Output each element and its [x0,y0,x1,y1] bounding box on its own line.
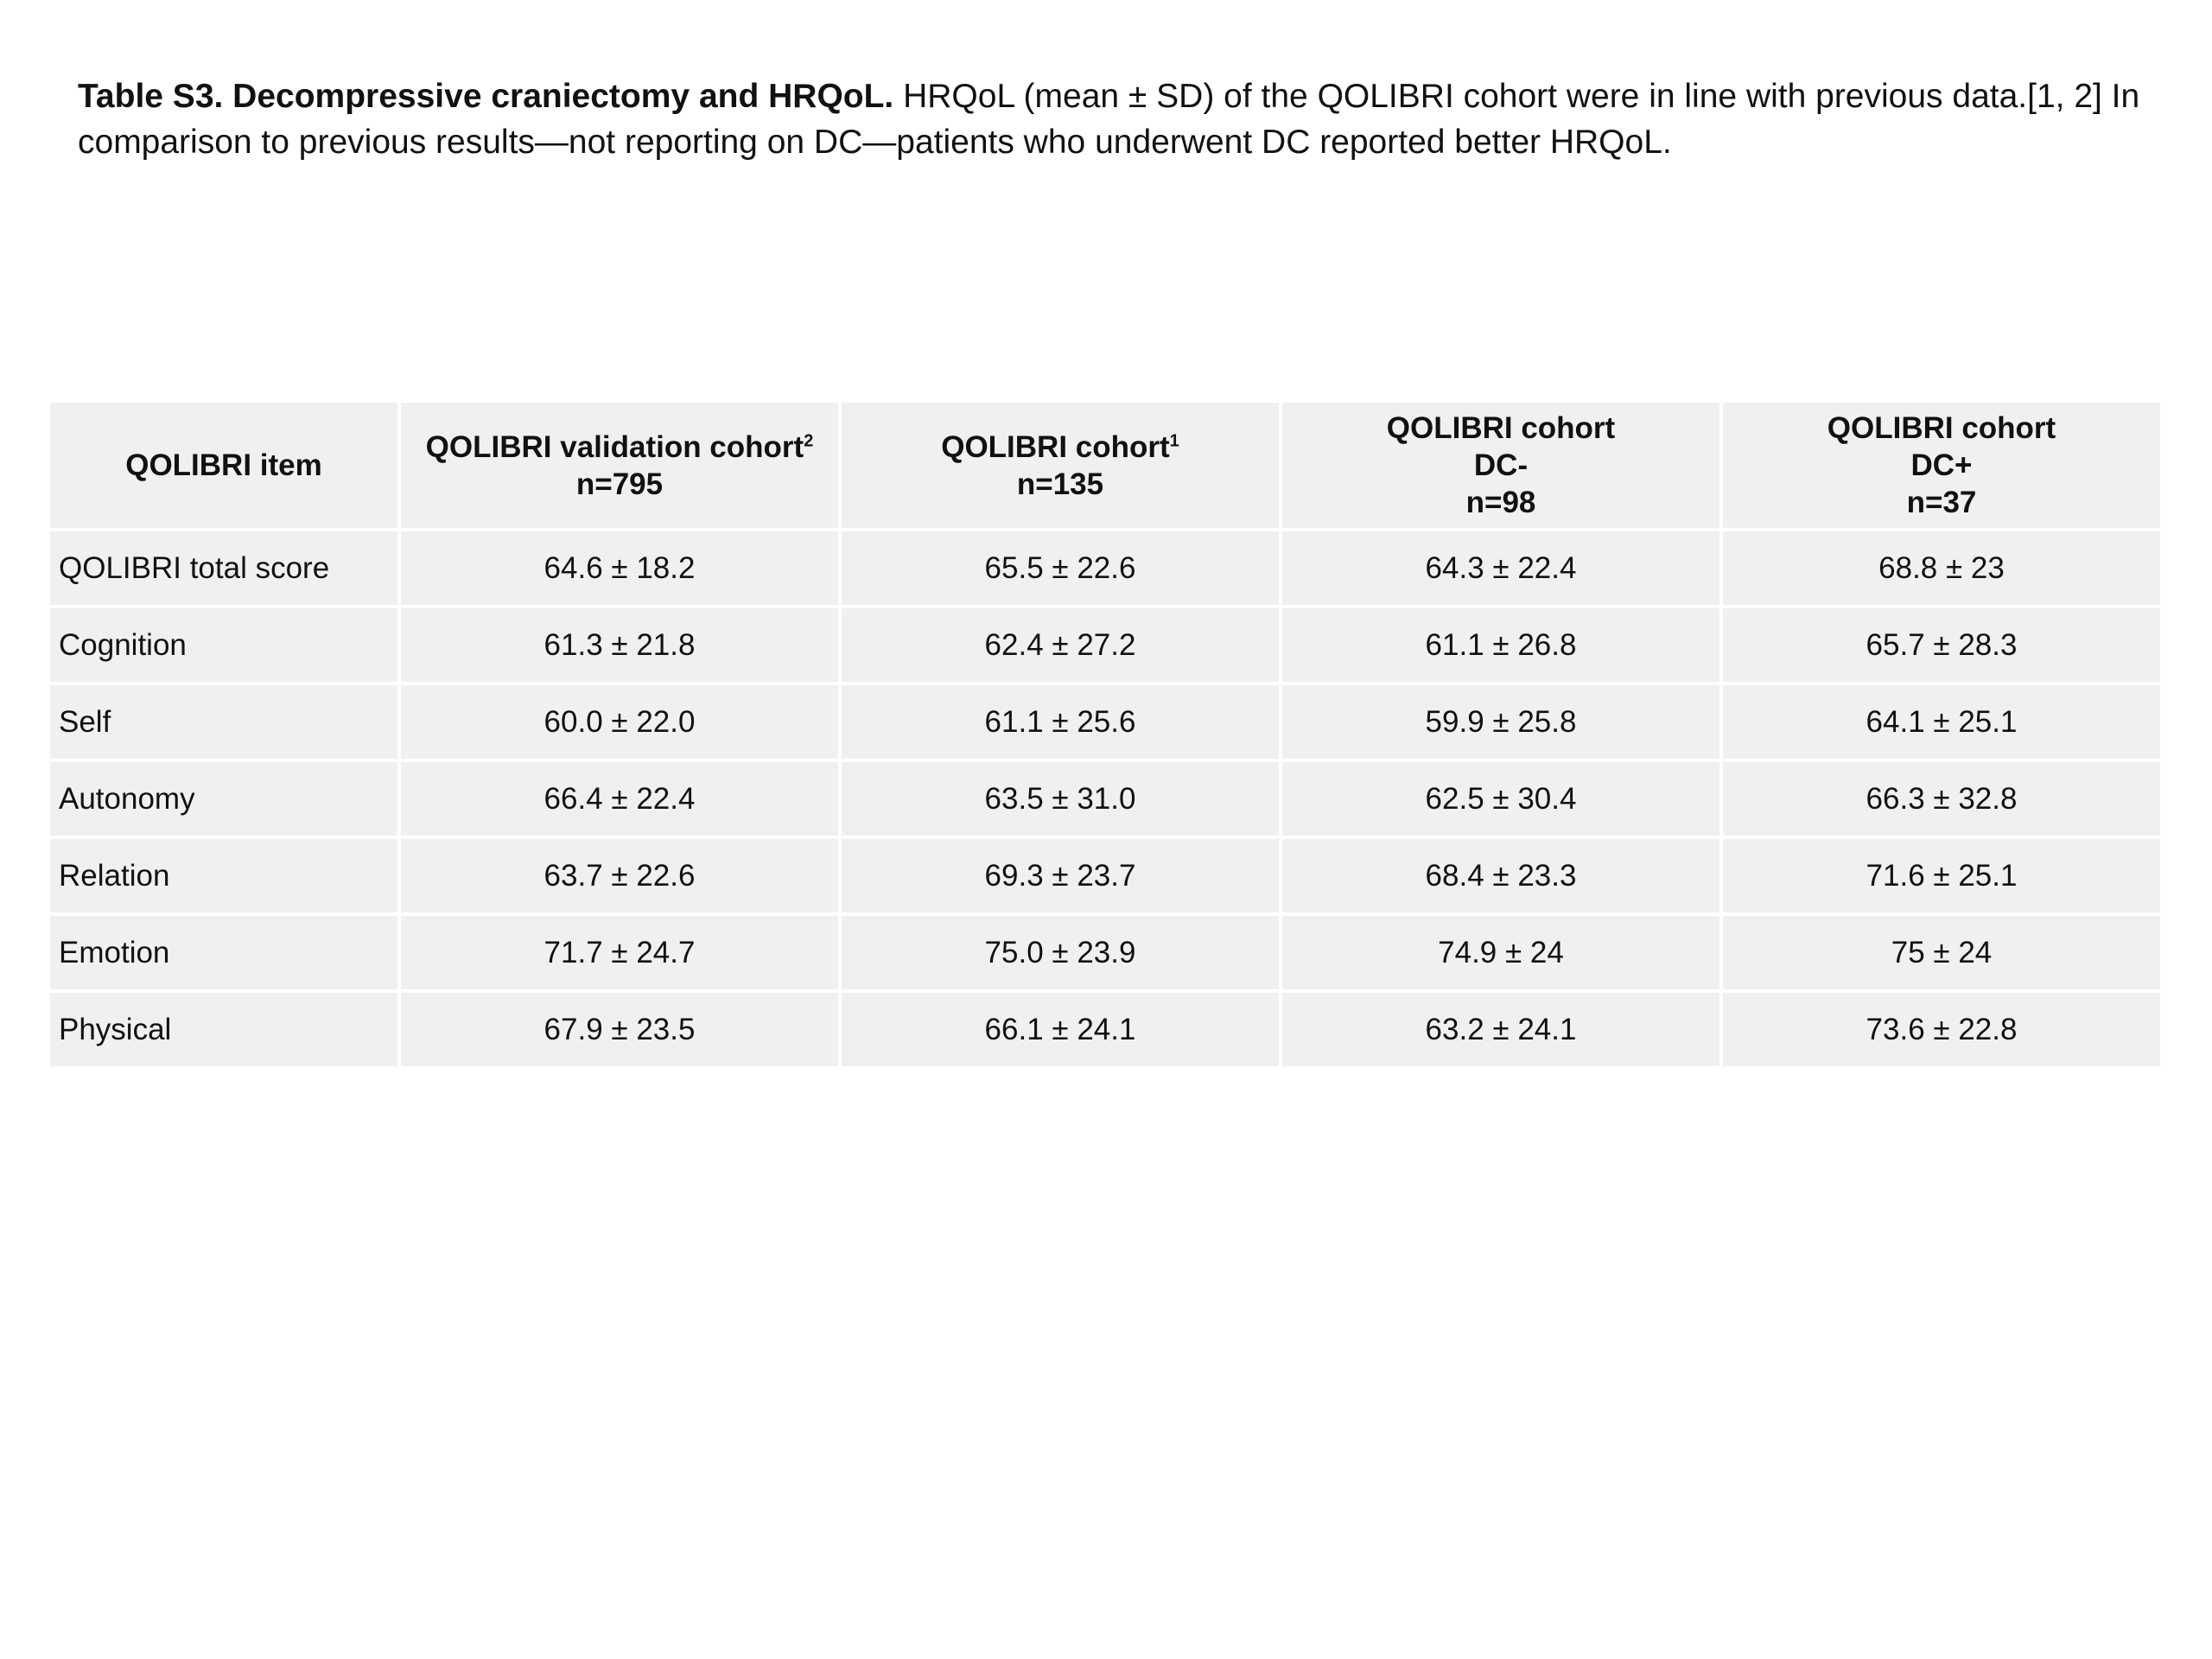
table-row [50,685,2160,759]
header-line: DC- [1473,448,1529,482]
table-cell: 66.1 ± 24.1 [842,993,1279,1066]
hrqol-table [47,399,2164,1070]
table-row [50,531,2160,605]
table-row [50,993,2160,1066]
table-cell: 67.9 ± 23.5 [401,993,838,1066]
table-cell: 64.3 ± 22.4 [1282,531,1719,605]
table-cell: 75.0 ± 23.9 [842,916,1279,989]
header-line: QOLIBRI cohort [1827,411,2056,445]
table-cell: 65.7 ± 28.3 [1723,608,2160,682]
table-cell: 61.1 ± 26.8 [1282,608,1719,682]
header-line: n=37 [1906,486,1977,519]
table-cell: 59.9 ± 25.8 [1282,685,1719,759]
table-cell: 66.3 ± 32.8 [1723,762,2160,836]
header-line: n=795 [575,467,664,501]
table-row [50,608,2160,682]
header-qolibri-item [50,403,397,528]
table-cell: 62.5 ± 30.4 [1282,762,1719,836]
row-label: QOLIBRI total score [50,531,397,605]
table-cell: 68.8 ± 23 [1723,531,2160,605]
table-cell: 68.4 ± 23.3 [1282,839,1719,912]
header-text: QOLIBRI cohort [941,429,1170,464]
header-row [50,403,2160,528]
header-line: QOLIBRI cohort [1386,411,1616,445]
header-line [410,429,830,466]
table-cell: 75 ± 24 [1723,916,2160,989]
row-label: Autonomy [50,762,397,836]
header-cohort-dc-plus [1723,403,2160,528]
row-label: Cognition [50,608,397,682]
header-validation-cohort [401,403,838,528]
table-row [50,762,2160,836]
table-cell: 63.7 ± 22.6 [401,839,838,912]
header-line: DC+ [1910,448,1973,482]
results-table-wrapper [50,403,2164,1066]
table-cell: 71.6 ± 25.1 [1723,839,2160,912]
footnote-marker: 2 [804,430,814,450]
table-cell: 73.6 ± 22.8 [1723,993,2160,1066]
row-label: Self [50,685,397,759]
header-text: QOLIBRI validation cohort [425,429,804,464]
table-cell: 71.7 ± 24.7 [401,916,838,989]
header-cohort-dc-minus [1282,403,1719,528]
header-line: n=135 [1016,467,1104,501]
table-caption [78,73,2152,165]
row-label: Physical [50,993,397,1066]
caption-lead: Table S3. Decompressive craniectomy and HRQoL. [78,78,894,115]
header-line: n=98 [1465,486,1536,519]
caption-text: HRQoL (mean ± SD) of the QOLIBRI cohort were in line with previous data.[1, 2] In comparison to previous results—not reporting on DC—patients who underwent DC reported better HRQoL. [78,78,2140,161]
table-cell: 69.3 ± 23.7 [842,839,1279,912]
table-row [50,839,2160,912]
row-label: Relation [50,839,397,912]
header-line [850,429,1270,466]
table-cell: 63.5 ± 31.0 [842,762,1279,836]
header-line: QOLIBRI item [125,448,322,482]
header-qolibri-cohort [842,403,1279,528]
table-cell: 74.9 ± 24 [1282,916,1719,989]
table-cell: 62.4 ± 27.2 [842,608,1279,682]
footnote-marker: 1 [1169,430,1179,450]
table-row [50,916,2160,989]
table-cell: 65.5 ± 22.6 [842,531,1279,605]
table-cell: 66.4 ± 22.4 [401,762,838,836]
table-cell: 64.1 ± 25.1 [1723,685,2160,759]
table-cell: 61.1 ± 25.6 [842,685,1279,759]
table-cell: 63.2 ± 24.1 [1282,993,1719,1066]
table-cell: 61.3 ± 21.8 [401,608,838,682]
table-cell: 60.0 ± 22.0 [401,685,838,759]
table-cell: 64.6 ± 18.2 [401,531,838,605]
row-label: Emotion [50,916,397,989]
